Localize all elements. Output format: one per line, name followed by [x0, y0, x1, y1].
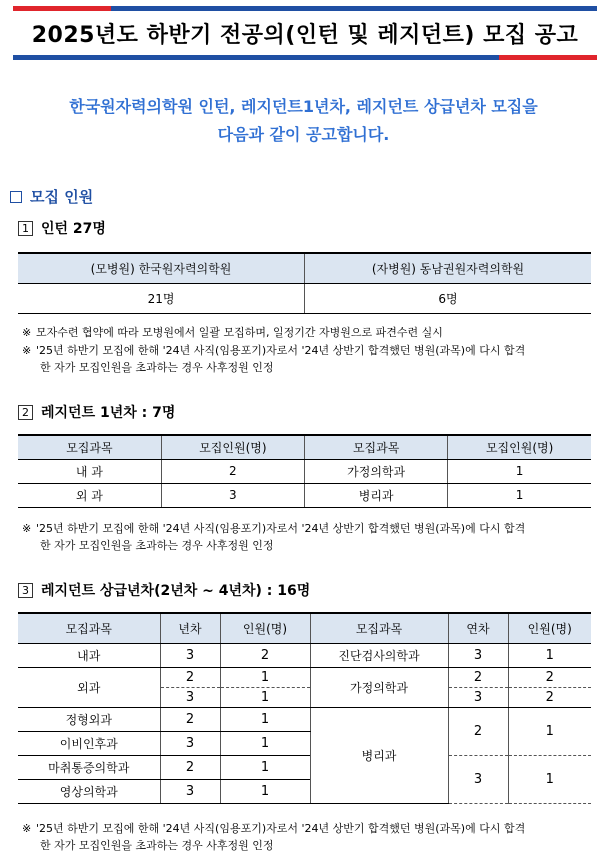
dept-cell: 마취통증의학과 — [18, 755, 160, 779]
dept-cell: 내 과 — [18, 459, 161, 483]
title-bottom-rule — [13, 55, 597, 60]
intern-note-2: ※ '25년 하반기 모집에 한해 '24년 사직(임용포기)자로서 '24년 상반기 합격했던 병원(과목)에 다시 합격 한 자가 모집인원을 초과하는 경우 사후정원 인정 — [22, 344, 526, 374]
resident-upper-heading — [18, 580, 310, 600]
table-row — [18, 283, 591, 313]
resident1-note: ※ '25년 하반기 모집에 한해 '24년 사직(임용포기)자로서 '24년 상반기 합격했던 병원(과목)에 다시 합격 한 자가 모집인원을 초과하는 경우 사후정원 인정 — [22, 522, 526, 552]
number-box-icon: 3 — [18, 583, 33, 598]
year-cell: 2 — [160, 667, 220, 687]
count-cell: 1 — [220, 667, 310, 687]
intern-value-sub: 6명 — [305, 283, 592, 313]
count-cell: 1 — [508, 643, 591, 667]
col-header: 년차 — [160, 613, 220, 643]
dept-cell: 진단검사의학과 — [310, 643, 448, 667]
count-cell: 1 — [448, 459, 591, 483]
intern-value-main: 21명 — [18, 283, 305, 313]
count-cell: 2 — [508, 687, 591, 707]
year-cell: 3 — [160, 779, 220, 803]
dept-cell: 가정의학과 — [310, 667, 448, 707]
intern-header-main: (모병원) 한국원자력의학원 — [18, 253, 305, 283]
intern-title: 인턴 27명 — [41, 221, 106, 237]
intro-line-2: 다음과 같이 공고합니다. — [217, 125, 390, 144]
count-cell: 1 — [508, 755, 591, 803]
dept-cell: 영상의학과 — [18, 779, 160, 803]
col-header: 모집인원(명) — [161, 435, 304, 459]
count-cell: 1 — [220, 687, 310, 707]
col-header: 연차 — [448, 613, 508, 643]
count-cell: 2 — [220, 643, 310, 667]
count-cell: 1 — [220, 779, 310, 803]
col-header: 모집인원(명) — [448, 435, 591, 459]
dept-cell: 외과 — [18, 667, 160, 707]
year-cell: 3 — [160, 643, 220, 667]
title-box — [13, 11, 597, 55]
resident1-heading — [18, 402, 175, 422]
table-row — [18, 667, 591, 687]
count-cell: 1 — [220, 707, 310, 731]
dept-cell: 내과 — [18, 643, 160, 667]
dept-cell: 가정의학과 — [305, 459, 448, 483]
number-box-icon: 2 — [18, 405, 33, 420]
dept-cell: 병리과 — [310, 707, 448, 803]
resident-upper-table — [18, 612, 591, 804]
col-header: 인원(명) — [220, 613, 310, 643]
year-cell: 2 — [160, 755, 220, 779]
year-cell: 3 — [448, 687, 508, 707]
dept-cell: 이비인후과 — [18, 731, 160, 755]
count-cell: 1 — [220, 755, 310, 779]
col-header: 모집과목 — [18, 435, 161, 459]
resident-upper-note: ※ '25년 하반기 모집에 한해 '24년 사직(임용포기)자로서 '24년 상반기 합격했던 병원(과목)에 다시 합격 한 자가 모집인원을 초과하는 경우 사후정원 인정 — [22, 822, 526, 852]
intern-heading — [18, 218, 106, 238]
dept-cell: 정형외과 — [18, 707, 160, 731]
count-cell: 1 — [508, 707, 591, 755]
count-cell: 2 — [161, 459, 304, 483]
count-cell: 1 — [448, 483, 591, 507]
year-cell: 3 — [448, 643, 508, 667]
dept-cell: 병리과 — [305, 483, 448, 507]
year-cell: 2 — [448, 707, 508, 755]
count-cell: 2 — [508, 667, 591, 687]
table-row — [18, 483, 591, 507]
number-box-icon: 1 — [18, 221, 33, 236]
resident1-table — [18, 434, 591, 508]
resident1-title: 레지던트 1년차 : 7명 — [41, 405, 176, 421]
table-row — [18, 707, 591, 731]
count-cell: 3 — [161, 483, 304, 507]
table-row — [18, 459, 591, 483]
table-row — [18, 755, 591, 779]
square-bullet-icon — [10, 191, 22, 203]
dept-cell: 외 과 — [18, 483, 161, 507]
resident-upper-title: 레지던트 상급년차(2년차 ~ 4년차) : 16명 — [41, 583, 311, 599]
year-cell: 3 — [160, 731, 220, 755]
col-header: 모집과목 — [305, 435, 448, 459]
year-cell: 3 — [448, 755, 508, 803]
page-title: 2025년도 하반기 전공의(인턴 및 레지던트) 모집 공고 — [31, 22, 579, 48]
col-header: 모집과목 — [310, 613, 448, 643]
year-cell: 2 — [448, 667, 508, 687]
year-cell: 2 — [160, 707, 220, 731]
section-heading — [10, 186, 93, 207]
intern-header-sub: (자병원) 동남권원자력의학원 — [305, 253, 592, 283]
intro-line-1: 한국원자력의학원 인턴, 레지던트1년차, 레지던트 상급년차 모집을 — [69, 97, 538, 116]
intern-note-1: ※ 모자수련 협약에 따라 모병원에서 일괄 모집하며, 일정기간 자병원으로 파견수련 실시 — [22, 326, 443, 339]
section-title: 모집 인원 — [30, 188, 94, 206]
col-header: 모집과목 — [18, 613, 160, 643]
count-cell: 1 — [220, 731, 310, 755]
intern-table — [18, 252, 591, 314]
year-cell: 3 — [160, 687, 220, 707]
table-row — [18, 643, 591, 667]
col-header: 인원(명) — [508, 613, 591, 643]
